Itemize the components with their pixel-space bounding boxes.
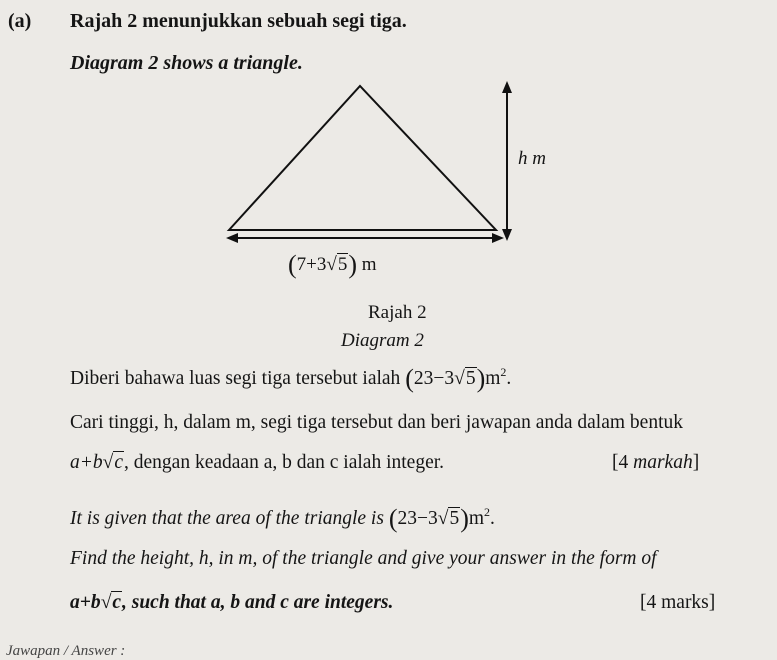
marks-english: [4 marks]: [640, 592, 716, 613]
area-expression-malay: $(23-3√5)m^2$.: [405, 364, 512, 393]
given-malay: Diberi bahawa luas segi tiga tersebut ialah $(23-3√5)m^2$.: [70, 364, 512, 393]
part-label: (a): [8, 10, 32, 32]
given-english: It is given that the area of the triangle is $(23-3√5)m^2$.: [70, 504, 495, 533]
condition-english: a+b√c, such that a, b and c are integers.: [70, 592, 394, 613]
triangle-shape: [229, 86, 496, 230]
intro-english: Diagram 2 shows a triangle.: [70, 52, 303, 74]
height-arrow-head-top: [502, 81, 512, 93]
caption-english: Diagram 2: [341, 330, 424, 351]
base-label: (7+3√5) m: [288, 250, 377, 279]
marks-malay: [4 markah]: [612, 452, 700, 473]
base-arrow-head-left: [226, 233, 238, 243]
area-expression-english: $(23-3√5)m^2$.: [388, 504, 495, 533]
caption-malay: Rajah 2: [368, 302, 427, 323]
base-arrow-head-right: [492, 233, 504, 243]
intro-malay: Rajah 2 menunjukkan sebuah segi tiga.: [70, 10, 407, 32]
height-label: h m: [518, 148, 546, 169]
task-english: Find the height, h, in m, of the triangle and give your answer in the form of: [70, 548, 657, 569]
height-arrow-head-bottom: [502, 229, 512, 241]
answer-label: Jawapan / Answer :: [6, 643, 126, 659]
task-malay: Cari tinggi, h, dalam m, segi tiga tersebut dan beri jawapan anda dalam bentuk: [70, 412, 683, 433]
condition-malay: a+b√c, dengan keadaan a, b dan c ialah integer.: [70, 452, 445, 473]
